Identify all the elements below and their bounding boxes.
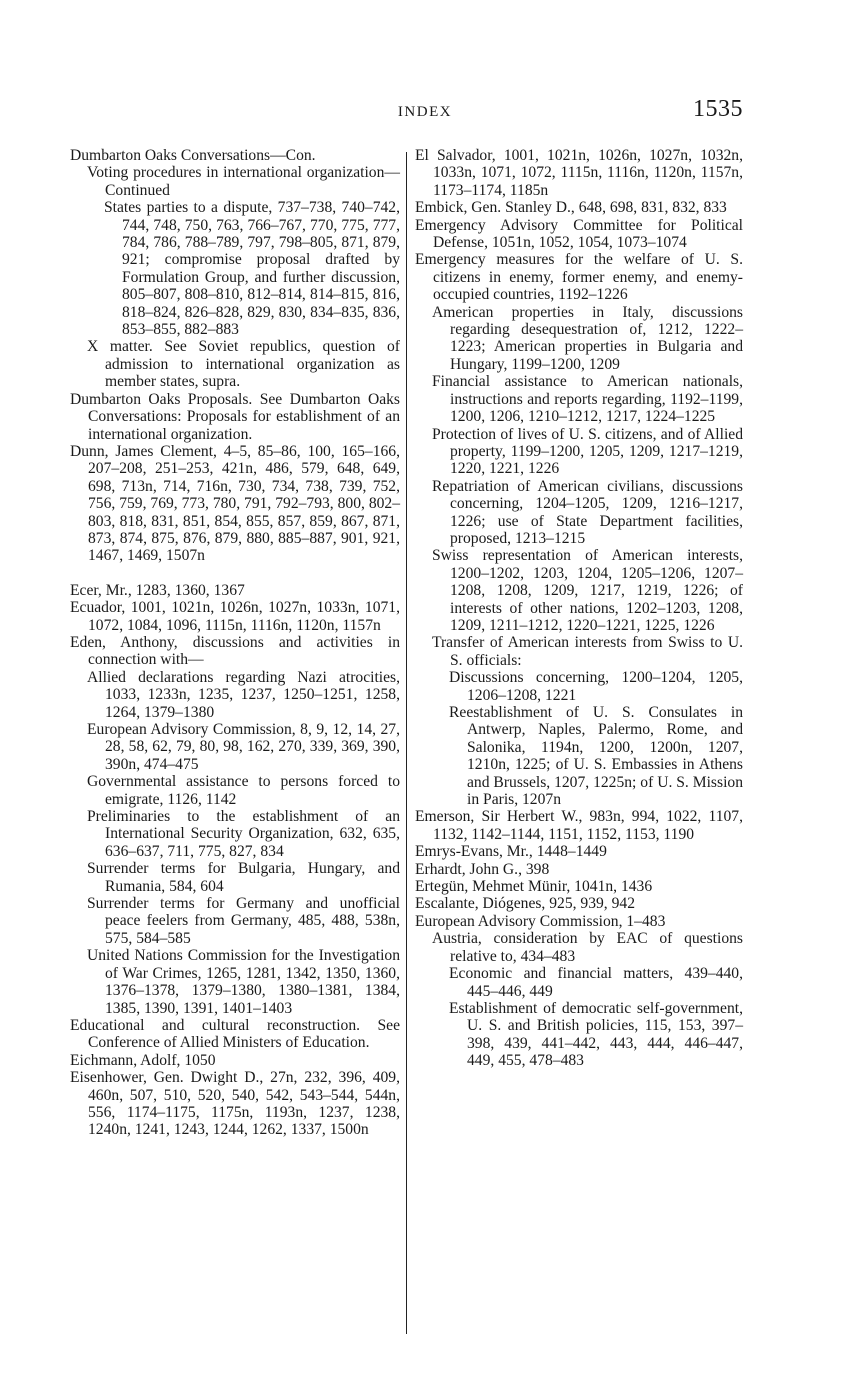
index-subentry: Allied declarations regarding Nazi atrocities, 1033, 1233n, 1235, 1237, 1250–1251, 1258, 1264, 1379–1380 — [87, 668, 400, 721]
index-entry: Emergency measures for the welfare of U. S. citizens in enemy, former enemy, and enemy-occupied countries, 1192–1226 — [415, 251, 743, 304]
index-entry: Embick, Gen. Stanley D., 648, 698, 831, 832, 833 — [415, 199, 727, 217]
index-entry: Ecer, Mr., 1283, 1360, 1367 — [70, 581, 245, 599]
index-entry: Ertegün, Mehmet Münir, 1041n, 1436 — [415, 878, 653, 896]
index-subentry: Surrender terms for Germany and unofficial peace feelers from Germany, 485, 488, 538n, 575, 584–585 — [87, 895, 400, 947]
index-subentry: Economic and financial matters, 439–440, 445–446, 449 — [449, 965, 743, 1000]
index-subentry: Establishment of democratic self-government, U. S. and British policies, 115, 153, 397–398, 439, 441–442, 443, 444, 446–447, 449, 455, 478–483 — [449, 999, 743, 1070]
index-entry: Dunn, James Clement, 4–5, 85–86, 100, 165–166, 207–208, 251–253, 421n, 486, 579, 648, 649, 698, 713n, 714, 716n, 730, 734, 738, 739, 752, 756, 759, 769, 773, 780, 791, 792–793, 800, 802–803, 818, 831, 851, 854, 855, 857, 859, 867, 871, 873, 874, 875, 876, 879, 880, 885–887, 901, 921, 1467, 1469, 1507n — [70, 442, 400, 565]
index-subentry: United Nations Commission for the Investigation of War Crimes, 1265, 1281, 1342, 1350, 1360, 1376–1378, 1379–1380, 1380–1381, 1384, 1385, 1390, 1391, 1401–1403 — [87, 947, 400, 1017]
index-column-left — [70, 147, 400, 1139]
index-subentry: Voting procedures in international organization—Continued — [87, 164, 400, 199]
index-subentry: Governmental assistance to persons forced to emigrate, 1126, 1142 — [87, 773, 400, 808]
index-entry: Eisenhower, Gen. Dwight D., 27n, 232, 396, 409, 460n, 507, 510, 520, 540, 542, 543–544, 544n, 556, 1174–1175, 1175n, 1193n, 1237, 1238, 1240n, 1241, 1243, 1244, 1262, 1337, 1500n — [70, 1069, 400, 1139]
index-column-right — [415, 147, 743, 1070]
index-entry: Ecuador, 1001, 1021n, 1026n, 1027n, 1033n, 1071, 1072, 1084, 1096, 1115n, 1116n, 1120n, 1157n — [70, 599, 400, 634]
index-entry: Emergency Advisory Committee for Political Defense, 1051n, 1052, 1054, 1073–1074 — [415, 216, 743, 252]
index-subentry: Swiss representation of American interests, 1200–1202, 1203, 1204, 1205–1206, 1207–1208, 1208, 1209, 1217, 1219, 1226; of interests of other nations, 1202–1203, 1208, 1209, 1211–1212, 1220–1221, 1225, 1226 — [432, 547, 743, 634]
index-entry: Educational and cultural reconstruction. See Conference of Allied Ministers of Education. — [70, 1016, 400, 1052]
index-entry: Dumbarton Oaks Conversations—Con. — [70, 147, 316, 164]
index-entry: Erhardt, John G., 398 — [415, 860, 550, 878]
index-subentry: Austria, consideration by EAC of questions relative to, 434–483 — [432, 930, 743, 965]
index-subentry: Transfer of American interests from Swiss to U. S. officials: — [432, 634, 743, 669]
index-subentry: European Advisory Commission, 8, 9, 12, 14, 27, 28, 58, 62, 79, 80, 98, 162, 270, 339, 369, 390, 390n, 474–475 — [87, 721, 400, 773]
index-subentry: Discussions concerning, 1200–1204, 1205, 1206–1208, 1221 — [449, 669, 743, 704]
page-header — [0, 96, 850, 136]
index-subentry: Surrender terms for Bulgaria, Hungary, and Rumania, 584, 604 — [87, 860, 400, 895]
index-subentry: Financial assistance to American nationals, instructions and reports regarding, 1192–1199, 1200, 1206, 1210–1212, 1217, 1224–1225 — [432, 373, 743, 426]
index-entry: El Salvador, 1001, 1021n, 1026n, 1027n, 1032n, 1033n, 1071, 1072, 1115n, 1116n, 1120n, 1157n, 1173–1174, 1185n — [415, 147, 743, 199]
index-subentry: Preliminaries to the establishment of an International Security Organization, 632, 635, 636–637, 711, 775, 827, 834 — [87, 808, 400, 860]
index-entry: Eden, Anthony, discussions and activities in connection with— — [70, 633, 400, 669]
index-entry: Eichmann, Adolf, 1050 — [70, 1051, 216, 1069]
index-entry: Escalante, Diógenes, 925, 939, 942 — [415, 895, 635, 913]
page-number: 1535 — [693, 96, 743, 122]
index-entry: Emerson, Sir Herbert W., 983n, 994, 1022, 1107, 1132, 1142–1144, 1151, 1152, 1153, 1190 — [415, 808, 743, 843]
index-subentry: X matter. See Soviet republics, question of admission to international organization as member states, supra. — [87, 338, 400, 391]
index-subentry: States parties to a dispute, 737–738, 740–742, 744, 748, 750, 763, 766–767, 770, 775, 777, 784, 786, 788–789, 797, 798–805, 871, 879, 921; compromise proposal drafted by Formulation Group, and further discussion, 805–807, 808–810, 812–814, 814–815, 816, 818–824, 826–828, 829, 830, 834–835, 836, 853–855, 882–883 — [104, 199, 400, 339]
running-head: INDEX — [397, 104, 453, 120]
index-subentry: Repatriation of American civilians, discussions concerning, 1204–1205, 1209, 1216–1217, 1226; use of State Department facilities, proposed, 1213–1215 — [432, 477, 743, 547]
index-subentry: American properties in Italy, discussions regarding desequestration of, 1212, 1222–1223; American properties in Bulgaria and Hungary, 1199–1200, 1209 — [432, 303, 743, 373]
index-entry: Dumbarton Oaks Proposals. See Dumbarton Oaks Conversations: Proposals for establishment of an international organization. — [70, 390, 400, 443]
index-subentry: Protection of lives of U. S. citizens, and of Allied property, 1199–1200, 1205, 1209, 1217–1219, 1220, 1221, 1226 — [432, 425, 743, 478]
column-divider — [406, 152, 407, 1334]
index-entry: European Advisory Commission, 1–483 — [415, 912, 666, 930]
index-entry: Emrys-Evans, Mr., 1448–1449 — [415, 843, 607, 861]
index-subentry: Reestablishment of U. S. Consulates in Antwerp, Naples, Palermo, Rome, and Salonika, 1194n, 1200, 1200n, 1207, 1210n, 1225; of U. S. Embassies in Athens and Brussels, 1207, 1225n; of U. S. Mission in Paris, 1207n — [449, 704, 743, 809]
